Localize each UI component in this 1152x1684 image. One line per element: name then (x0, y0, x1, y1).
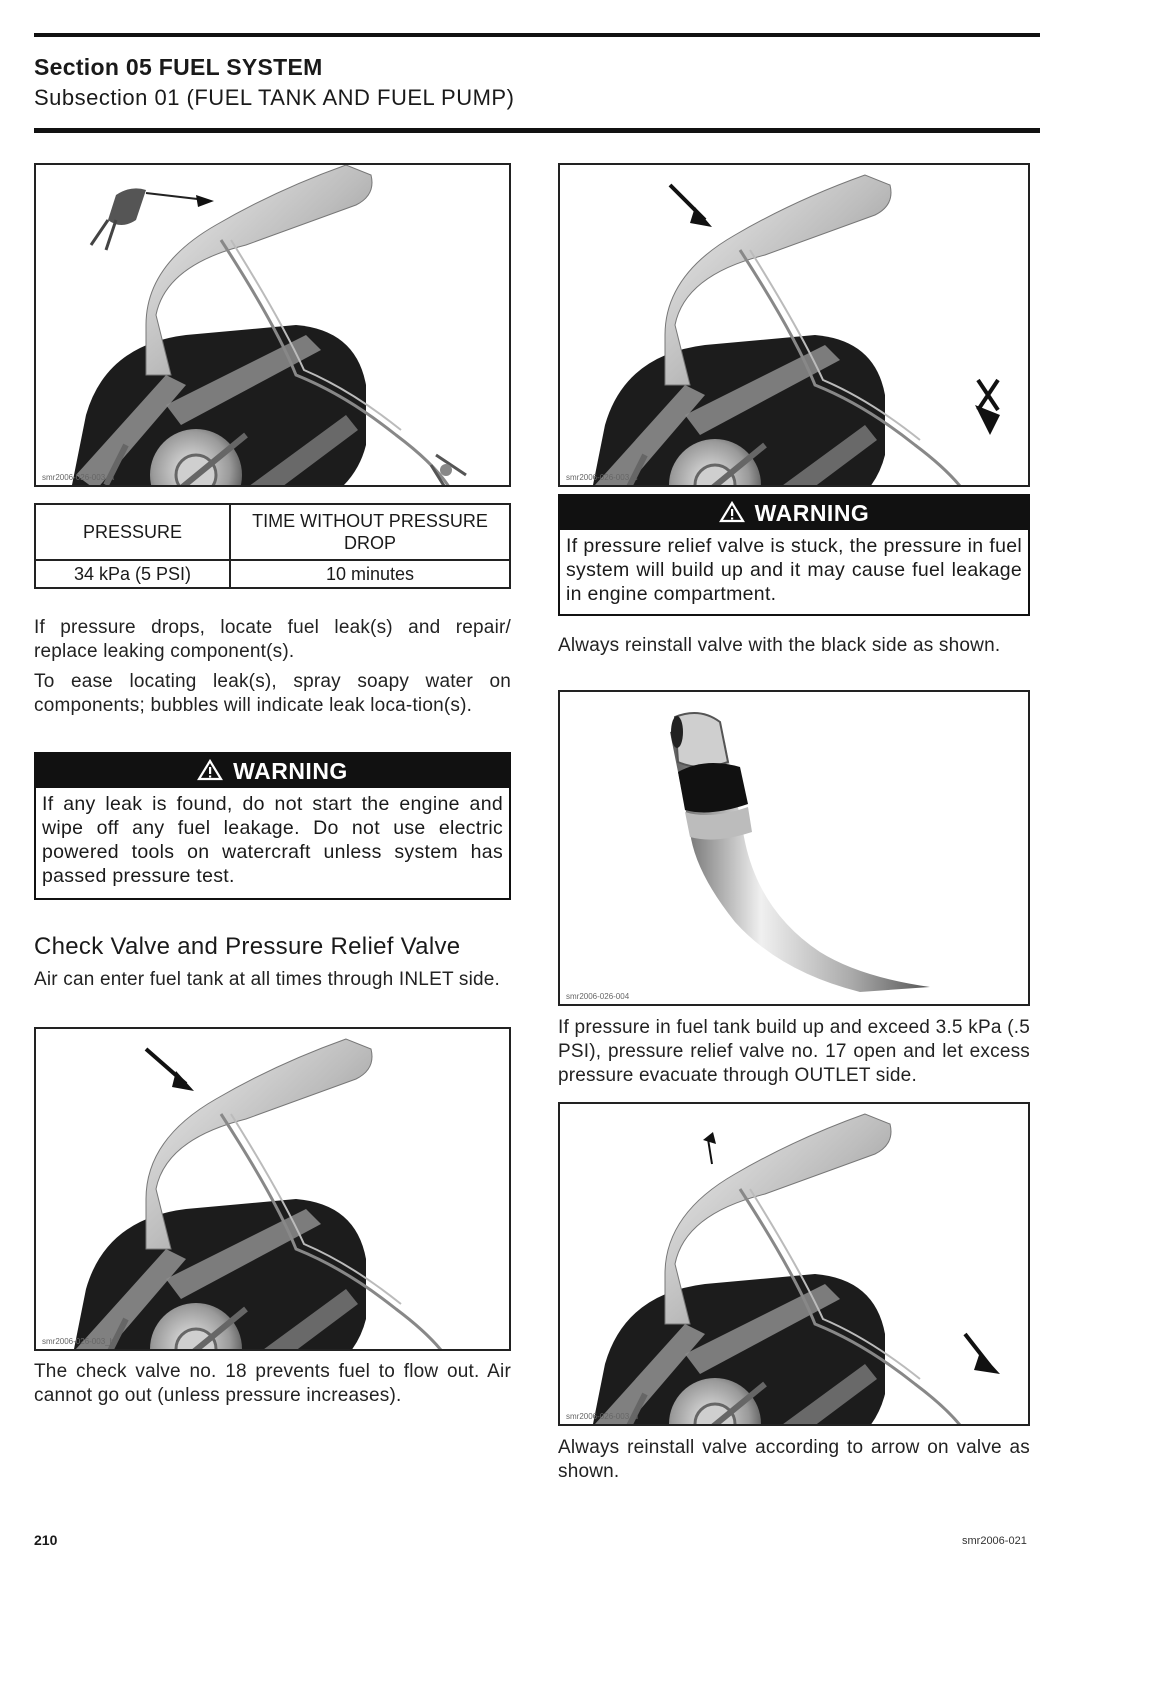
paragraph: If pressure drops, locate fuel leak(s) and repair/ replace leaking component(s). (34, 617, 511, 662)
warning-icon (719, 498, 745, 532)
document-id: smr2006-021 (962, 1535, 1027, 1547)
table-cell: 34 kPa (5 PSI) (35, 560, 230, 588)
figure-valve-black-side (558, 690, 1030, 1006)
pressure-relief-outlet-illustration (560, 1104, 1028, 1424)
warning-header (560, 496, 1028, 530)
header-bottom-rule (34, 128, 1040, 133)
figure-caption: smr2006-026-003_b (42, 1337, 115, 1346)
subsection-title: Subsection 01 (FUEL TANK AND FUEL PUMP) (34, 85, 515, 110)
paragraph: If pressure in fuel tank build up and exceed 3.5 kPa (.5 PSI), pressure relief valve no. 17 open and let excess pressure evacuate through OUTLET side. (558, 1017, 1030, 1086)
figure-pressure-test (34, 163, 511, 487)
warning-title: WARNING (233, 758, 348, 784)
figure-caption: smr2006-026-003_a (42, 473, 115, 482)
paragraph: Air can enter fuel tank at all times through INLET side. (34, 969, 501, 990)
warning-title: WARNING (754, 500, 870, 526)
header-top-rule (34, 33, 1040, 37)
paragraph: Always reinstall valve with the black side as shown. (558, 635, 1001, 656)
paragraph: To ease locating leak(s), spray soapy water on components; bubbles will indicate leak loca-tion(s). (34, 671, 511, 716)
warning-box (34, 752, 511, 900)
table-row (35, 560, 510, 588)
figure-caption: smr2006-026-003_d (566, 1412, 639, 1421)
warning-icon (197, 756, 223, 790)
table-header-cell: PRESSURE (35, 504, 230, 560)
table-cell: 10 minutes (230, 560, 510, 588)
section-title: Section 05 FUEL SYSTEM (34, 54, 323, 80)
warning-text: If pressure relief valve is stuck, the pressure in fuel system will build up and it may cause fuel leakage in engine compartment. (566, 535, 1022, 605)
paragraph: Always reinstall valve according to arrow on valve as shown. (558, 1437, 1030, 1482)
valve-black-side-illustration (560, 692, 1028, 1004)
check-valve-inlet-illustration (36, 1029, 509, 1349)
figure-check-valve-blocked (558, 163, 1030, 487)
figure-pressure-relief-outlet (558, 1102, 1030, 1426)
warning-header (36, 754, 509, 788)
section-heading: Check Valve and Pressure Relief Valve (34, 933, 461, 960)
figure-caption: smr2006-026-004 (566, 992, 630, 1001)
warning-box (558, 494, 1030, 616)
table-header-row (35, 504, 510, 560)
paragraph: The check valve no. 18 prevents fuel to flow out. Air cannot go out (unless pressure increases). (34, 1361, 511, 1406)
check-valve-blocked-illustration (560, 165, 1028, 485)
fuel-tank-pressure-test-illustration (36, 165, 509, 485)
pressure-table (34, 503, 511, 589)
figure-caption: smr2006-026-003_c (566, 473, 638, 482)
figure-check-valve-inlet (34, 1027, 511, 1351)
page-number: 210 (34, 1532, 58, 1548)
warning-text: If any leak is found, do not start the engine and wipe off any fuel leakage. Do not use electric powered tools on watercraft unless system has passed pressure test. (42, 793, 503, 887)
table-header-cell: TIME WITHOUT PRESSURE DROP (230, 504, 510, 560)
